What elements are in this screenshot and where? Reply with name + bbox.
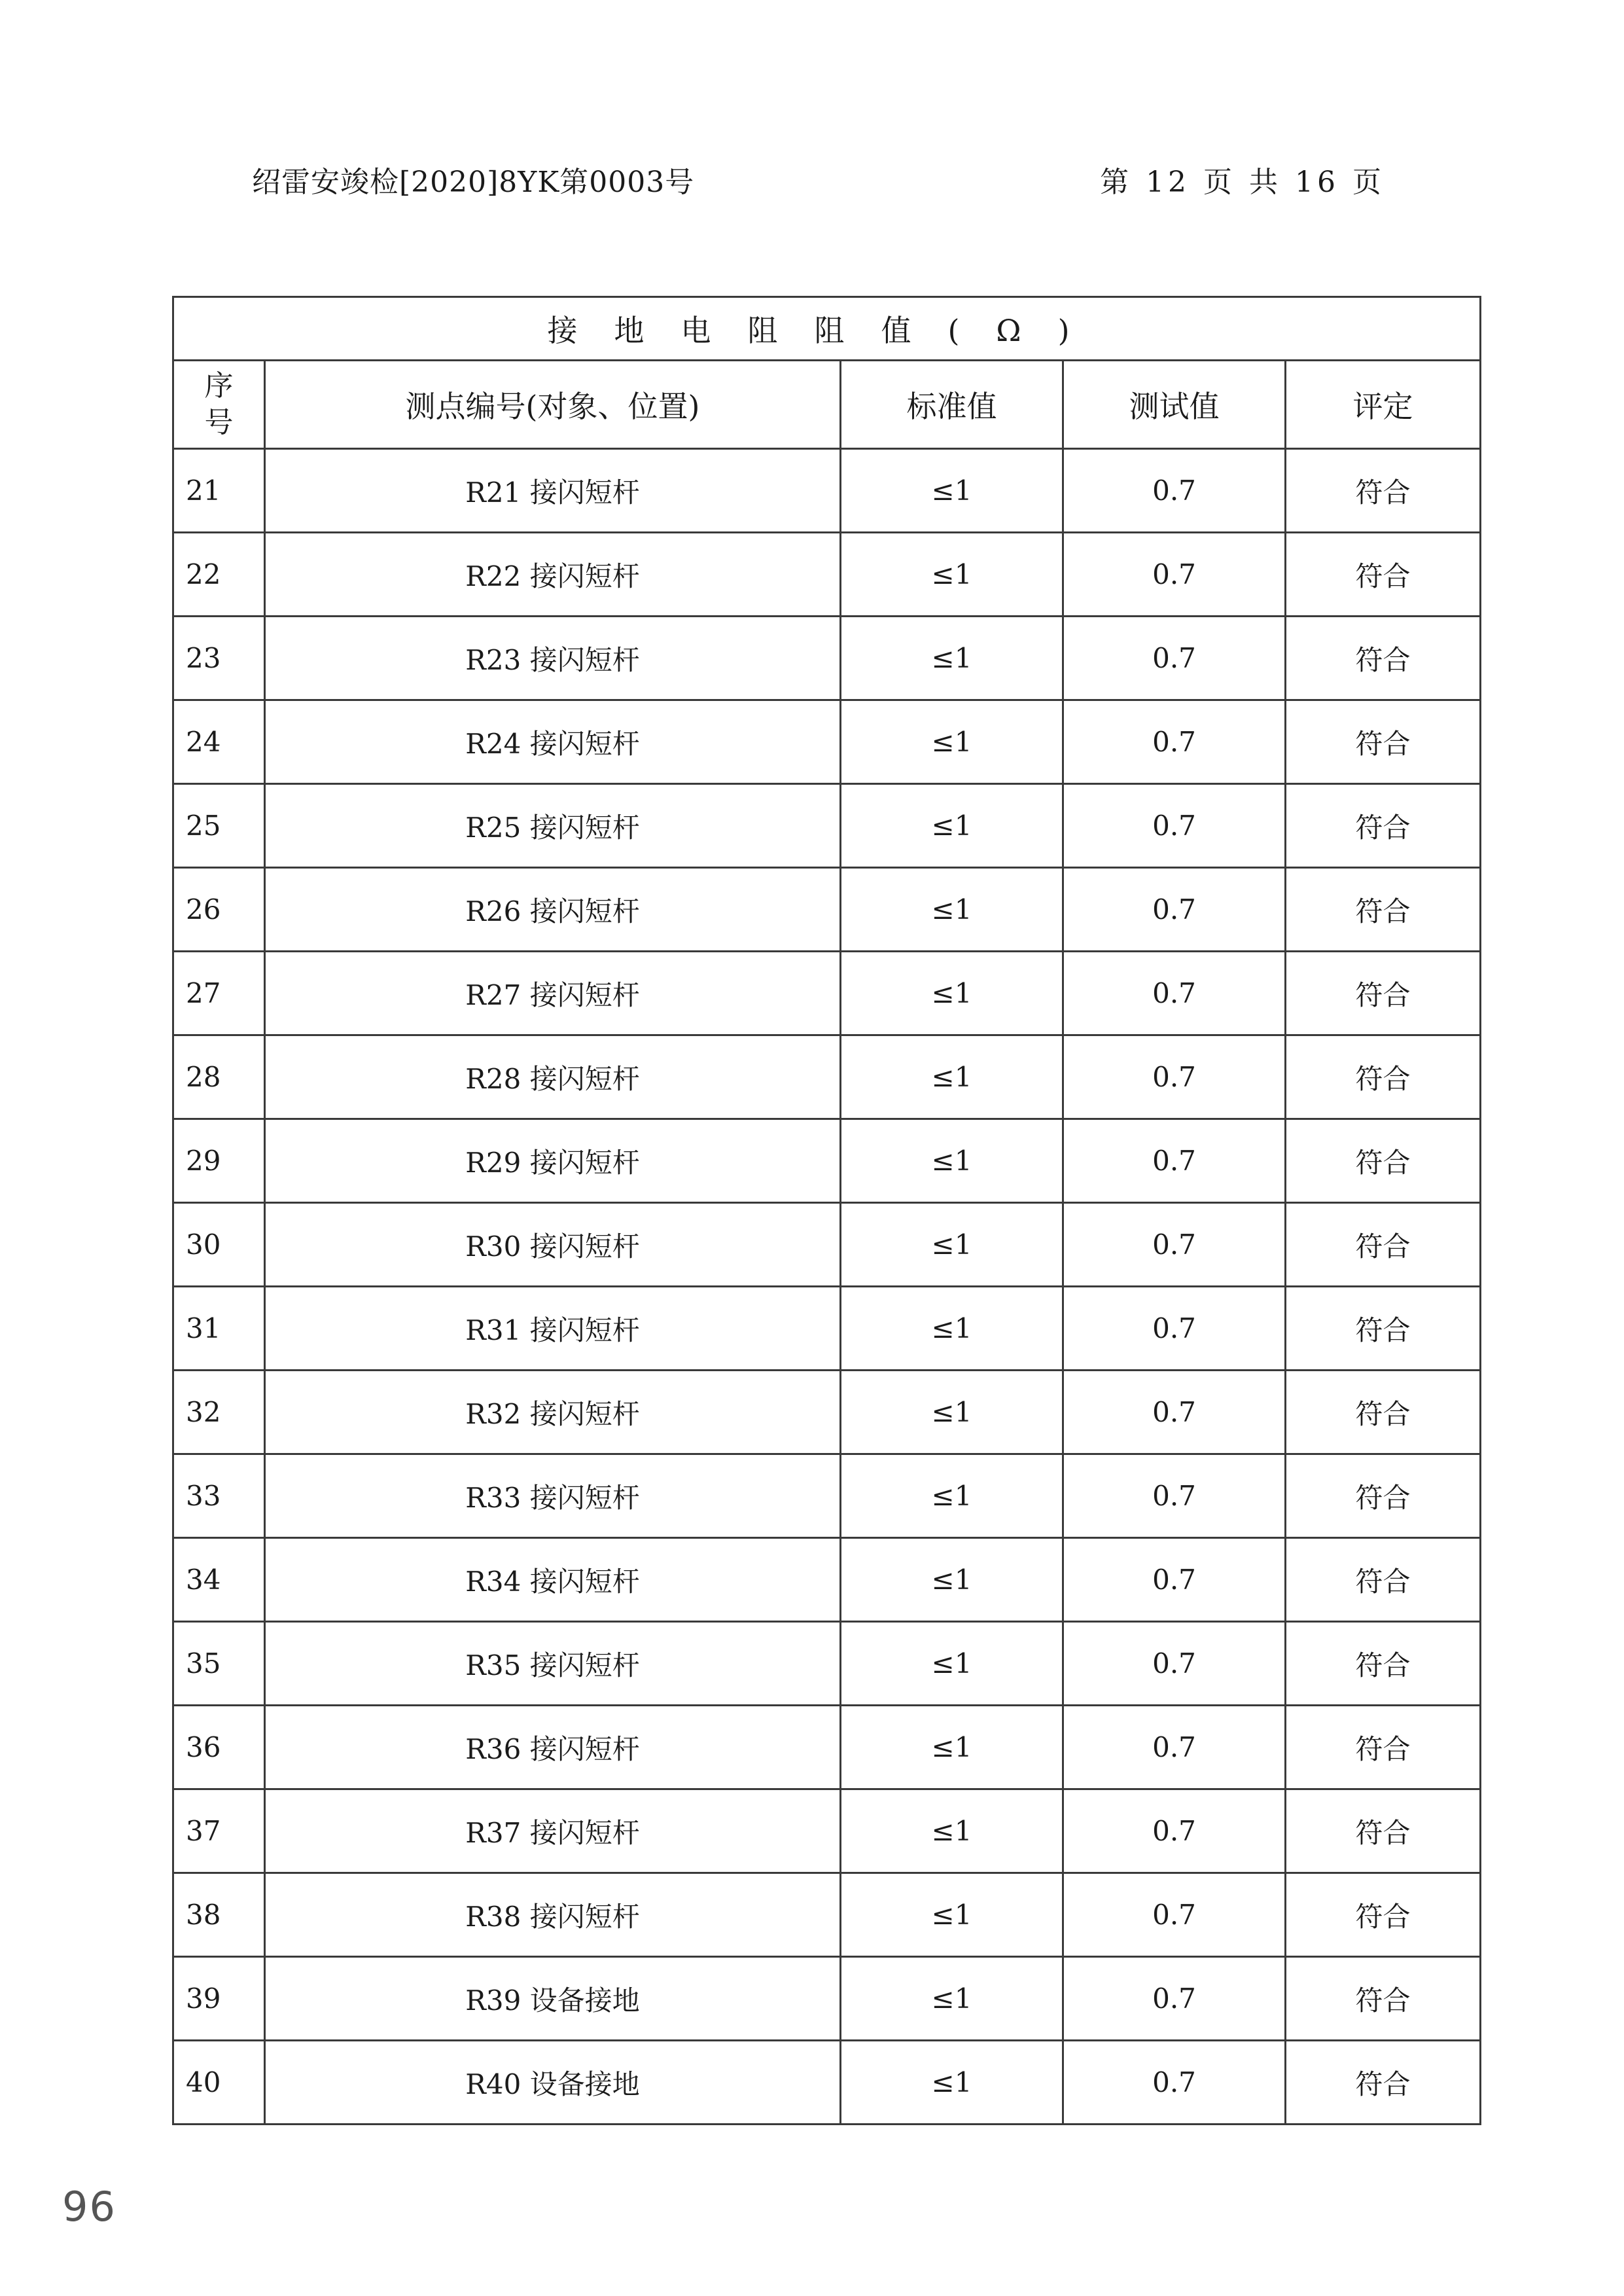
table-row bbox=[173, 533, 1481, 617]
cell-standard: ≤1 bbox=[841, 1873, 1063, 1957]
cell-standard: ≤1 bbox=[841, 533, 1063, 617]
cell-standard: ≤1 bbox=[841, 1454, 1063, 1538]
table-row bbox=[173, 1873, 1481, 1957]
table-row bbox=[173, 1538, 1481, 1622]
cell-point: R28 接闪短杆 bbox=[265, 1035, 841, 1119]
report-number: 绍雷安竣检[2020]8YK第0003号 bbox=[252, 166, 695, 199]
cell-standard: ≤1 bbox=[841, 868, 1063, 952]
cell-point: R38 接闪短杆 bbox=[265, 1873, 841, 1957]
cell-measured: 0.7 bbox=[1063, 1119, 1286, 1203]
cell-seq: 30 bbox=[173, 1203, 265, 1287]
column-header-result: 评定 bbox=[1286, 361, 1481, 449]
cell-result: 符合 bbox=[1286, 868, 1481, 952]
table-row bbox=[173, 1789, 1481, 1873]
cell-standard: ≤1 bbox=[841, 1287, 1063, 1371]
cell-point: R22 接闪短杆 bbox=[265, 533, 841, 617]
cell-measured: 0.7 bbox=[1063, 1454, 1286, 1538]
cell-point: R30 接闪短杆 bbox=[265, 1203, 841, 1287]
table-row bbox=[173, 1454, 1481, 1538]
cell-standard: ≤1 bbox=[841, 449, 1063, 533]
column-header-point: 测点编号(对象、位置) bbox=[265, 361, 841, 449]
cell-seq: 22 bbox=[173, 533, 265, 617]
cell-result: 符合 bbox=[1286, 2041, 1481, 2125]
cell-point: R37 接闪短杆 bbox=[265, 1789, 841, 1873]
cell-point: R31 接闪短杆 bbox=[265, 1287, 841, 1371]
page-info: 第 12 页 共 16 页 bbox=[1100, 166, 1385, 199]
table-row bbox=[173, 1119, 1481, 1203]
cell-result: 符合 bbox=[1286, 449, 1481, 533]
cell-measured: 0.7 bbox=[1063, 449, 1286, 533]
cell-standard: ≤1 bbox=[841, 1706, 1063, 1789]
column-header-standard: 标准值 bbox=[841, 361, 1063, 449]
cell-seq: 35 bbox=[173, 1622, 265, 1706]
table-row bbox=[173, 617, 1481, 700]
cell-seq: 38 bbox=[173, 1873, 265, 1957]
cell-seq: 36 bbox=[173, 1706, 265, 1789]
cell-seq: 25 bbox=[173, 784, 265, 868]
cell-seq: 24 bbox=[173, 700, 265, 784]
column-header-seq: 序号 bbox=[173, 361, 265, 449]
cell-seq: 34 bbox=[173, 1538, 265, 1622]
cell-point: R29 接闪短杆 bbox=[265, 1119, 841, 1203]
cell-result: 符合 bbox=[1286, 1789, 1481, 1873]
table-row bbox=[173, 1957, 1481, 2041]
cell-result: 符合 bbox=[1286, 617, 1481, 700]
cell-point: R36 接闪短杆 bbox=[265, 1706, 841, 1789]
cell-standard: ≤1 bbox=[841, 1035, 1063, 1119]
cell-seq: 31 bbox=[173, 1287, 265, 1371]
cell-result: 符合 bbox=[1286, 1035, 1481, 1119]
table-row bbox=[173, 868, 1481, 952]
cell-result: 符合 bbox=[1286, 1119, 1481, 1203]
table-title: 接地电阻阻值(Ω) bbox=[173, 297, 1481, 361]
cell-point: R23 接闪短杆 bbox=[265, 617, 841, 700]
cell-standard: ≤1 bbox=[841, 1119, 1063, 1203]
cell-result: 符合 bbox=[1286, 1538, 1481, 1622]
cell-standard: ≤1 bbox=[841, 2041, 1063, 2125]
cell-result: 符合 bbox=[1286, 700, 1481, 784]
page-header bbox=[252, 158, 1385, 204]
cell-seq: 27 bbox=[173, 952, 265, 1035]
cell-seq: 33 bbox=[173, 1454, 265, 1538]
cell-result: 符合 bbox=[1286, 1706, 1481, 1789]
cell-point: R21 接闪短杆 bbox=[265, 449, 841, 533]
cell-standard: ≤1 bbox=[841, 784, 1063, 868]
table-row bbox=[173, 449, 1481, 533]
cell-measured: 0.7 bbox=[1063, 2041, 1286, 2125]
cell-measured: 0.7 bbox=[1063, 1538, 1286, 1622]
table-row bbox=[173, 1706, 1481, 1789]
cell-measured: 0.7 bbox=[1063, 1873, 1286, 1957]
cell-result: 符合 bbox=[1286, 1454, 1481, 1538]
cell-measured: 0.7 bbox=[1063, 1957, 1286, 2041]
table-row bbox=[173, 1203, 1481, 1287]
cell-standard: ≤1 bbox=[841, 952, 1063, 1035]
cell-result: 符合 bbox=[1286, 533, 1481, 617]
cell-measured: 0.7 bbox=[1063, 1371, 1286, 1454]
cell-standard: ≤1 bbox=[841, 1203, 1063, 1287]
cell-measured: 0.7 bbox=[1063, 784, 1286, 868]
cell-measured: 0.7 bbox=[1063, 700, 1286, 784]
cell-standard: ≤1 bbox=[841, 700, 1063, 784]
cell-standard: ≤1 bbox=[841, 1789, 1063, 1873]
cell-seq: 28 bbox=[173, 1035, 265, 1119]
cell-seq: 23 bbox=[173, 617, 265, 700]
cell-seq: 29 bbox=[173, 1119, 265, 1203]
table-row bbox=[173, 1035, 1481, 1119]
cell-result: 符合 bbox=[1286, 1371, 1481, 1454]
cell-point: R32 接闪短杆 bbox=[265, 1371, 841, 1454]
cell-result: 符合 bbox=[1286, 784, 1481, 868]
table-row bbox=[173, 700, 1481, 784]
cell-measured: 0.7 bbox=[1063, 1035, 1286, 1119]
cell-point: R35 接闪短杆 bbox=[265, 1622, 841, 1706]
cell-seq: 40 bbox=[173, 2041, 265, 2125]
cell-standard: ≤1 bbox=[841, 1957, 1063, 2041]
cell-point: R26 接闪短杆 bbox=[265, 868, 841, 952]
column-header-measured: 测试值 bbox=[1063, 361, 1286, 449]
table-row bbox=[173, 1622, 1481, 1706]
table-row bbox=[173, 784, 1481, 868]
cell-result: 符合 bbox=[1286, 952, 1481, 1035]
cell-result: 符合 bbox=[1286, 1287, 1481, 1371]
cell-point: R27 接闪短杆 bbox=[265, 952, 841, 1035]
cell-seq: 26 bbox=[173, 868, 265, 952]
cell-measured: 0.7 bbox=[1063, 952, 1286, 1035]
cell-measured: 0.7 bbox=[1063, 1287, 1286, 1371]
cell-measured: 0.7 bbox=[1063, 1789, 1286, 1873]
resistance-table-container bbox=[172, 296, 1479, 2125]
table-body bbox=[173, 449, 1481, 2125]
cell-result: 符合 bbox=[1286, 1957, 1481, 2041]
cell-standard: ≤1 bbox=[841, 1371, 1063, 1454]
cell-standard: ≤1 bbox=[841, 1622, 1063, 1706]
cell-measured: 0.7 bbox=[1063, 868, 1286, 952]
cell-point: R40 设备接地 bbox=[265, 2041, 841, 2125]
table-row bbox=[173, 1287, 1481, 1371]
cell-result: 符合 bbox=[1286, 1622, 1481, 1706]
cell-seq: 37 bbox=[173, 1789, 265, 1873]
cell-measured: 0.7 bbox=[1063, 1622, 1286, 1706]
cell-point: R25 接闪短杆 bbox=[265, 784, 841, 868]
cell-standard: ≤1 bbox=[841, 1538, 1063, 1622]
cell-point: R24 接闪短杆 bbox=[265, 700, 841, 784]
cell-result: 符合 bbox=[1286, 1873, 1481, 1957]
page-number: 96 bbox=[62, 2183, 116, 2231]
table-row bbox=[173, 952, 1481, 1035]
cell-measured: 0.7 bbox=[1063, 1706, 1286, 1789]
cell-point: R34 接闪短杆 bbox=[265, 1538, 841, 1622]
cell-measured: 0.7 bbox=[1063, 533, 1286, 617]
cell-measured: 0.7 bbox=[1063, 1203, 1286, 1287]
cell-seq: 21 bbox=[173, 449, 265, 533]
table-row bbox=[173, 1371, 1481, 1454]
cell-result: 符合 bbox=[1286, 1203, 1481, 1287]
grounding-resistance-table bbox=[172, 296, 1481, 2125]
table-row bbox=[173, 2041, 1481, 2125]
cell-seq: 39 bbox=[173, 1957, 265, 2041]
cell-measured: 0.7 bbox=[1063, 617, 1286, 700]
cell-seq: 32 bbox=[173, 1371, 265, 1454]
cell-standard: ≤1 bbox=[841, 617, 1063, 700]
cell-point: R33 接闪短杆 bbox=[265, 1454, 841, 1538]
cell-point: R39 设备接地 bbox=[265, 1957, 841, 2041]
